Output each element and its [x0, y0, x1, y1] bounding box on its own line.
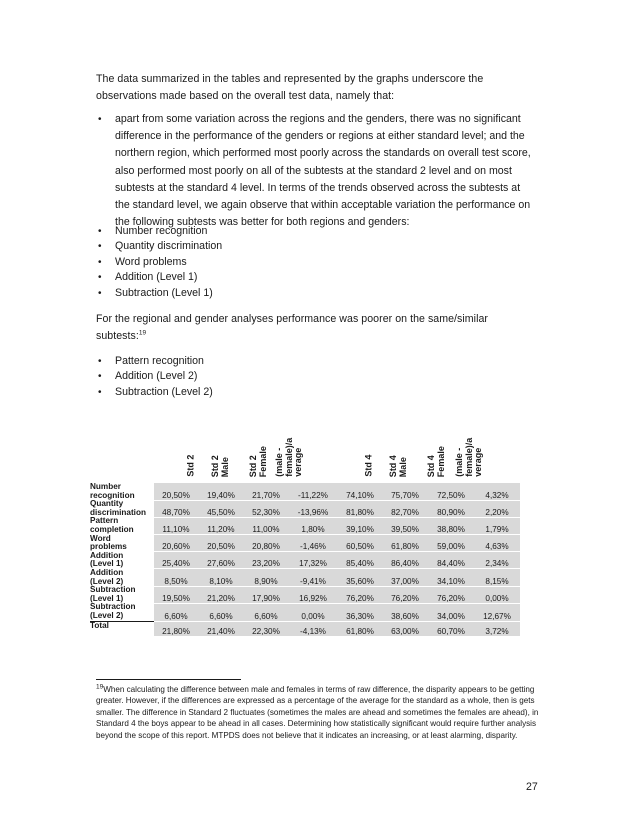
row-label: Addition (Level 1) [90, 550, 124, 569]
table-cell: 8,10% [198, 569, 244, 586]
list-item: • Addition (Level 1) [96, 270, 536, 285]
main-bullet-list [96, 111, 536, 231]
table-cell: 0,00% [474, 586, 520, 603]
column-header: Std 2 [185, 454, 196, 477]
table-cell: 61,80% [338, 621, 382, 637]
table-cell: 37,00% [382, 569, 428, 586]
table-cell: 74,10% [338, 483, 382, 500]
subtest-results-table [90, 483, 520, 637]
table-row [90, 603, 520, 621]
table-cell: 2,20% [474, 500, 520, 517]
table-cell: 20,60% [154, 535, 198, 552]
table-cell: 76,20% [428, 586, 474, 603]
table-cell: -13,96% [288, 500, 338, 517]
table-cell: 27,60% [198, 552, 244, 569]
table-cell: -4,13% [288, 621, 338, 637]
table-cell: 6,60% [154, 603, 198, 621]
table-cell: 82,70% [382, 500, 428, 517]
table-cell: 3,72% [474, 621, 520, 637]
footnote [96, 684, 542, 741]
table-cell: 1,80% [288, 517, 338, 534]
row-label: Word problems [90, 533, 127, 552]
intro-paragraph: The data summarized in the tables and represented by the graphs underscore the observations made based on the overall test data, namely that: [96, 73, 484, 103]
table-cell: 86,40% [382, 552, 428, 569]
table-cell: -1,46% [288, 535, 338, 552]
table-cell: 4,63% [474, 535, 520, 552]
table-row [90, 552, 520, 569]
footnote-reference: 19 [138, 329, 147, 337]
main-bullet-item: • apart from some variation across the regions and the genders, there was no significant difference in the performance of the genders or regions at either standard level; and the northern region, which performed most poorly across the standards on overall test score, also performed most poorly on all of the subtests at the standard 2 level and on most subtests at the standard 4 level. In terms of the trends observed across the subtests at the standard level, we again observe that within acceptable variation the performance on the following subtests was better for both regions and genders: [96, 111, 536, 231]
footnote-number: 19 [96, 683, 104, 691]
footnote-separator [96, 679, 241, 680]
table-cell: 36,30% [338, 603, 382, 621]
table-cell: 8,15% [474, 569, 520, 586]
table-row [90, 535, 520, 552]
table-cell: 12,67% [474, 603, 520, 621]
column-header: (male - female)/a verage [274, 437, 304, 477]
table-cell: 34,10% [428, 569, 474, 586]
table-cell: 8,90% [244, 569, 288, 586]
table-cell: 72,50% [428, 483, 474, 500]
column-header: Std 2 Male [209, 454, 230, 477]
table-cell: 60,50% [338, 535, 382, 552]
table-cell: 45,50% [198, 500, 244, 517]
column-header: (male - female)/a verage [454, 437, 484, 477]
table-cell: 16,92% [288, 586, 338, 603]
table-cell: 0,00% [288, 603, 338, 621]
table-cell: 25,40% [154, 552, 198, 569]
table-cell: 59,00% [428, 535, 474, 552]
table-cell: 20,50% [154, 483, 198, 500]
table-row [90, 500, 520, 517]
table-cell: 75,70% [382, 483, 428, 500]
table-row [90, 483, 520, 500]
footnote-text: When calculating the difference between male and females in terms of raw difference, the disparity appears to be getting greater. However, if the differences are expressed as a percentage of the average for the standard as a whole, then is gets smaller. The difference in Standard 2 fluctuates (sometimes the males are ahead and sometimes the females are ahead), in Standard 4 the boys appear to be ahead in all cases. Determining how statistically significant would require further analysis beyond the scope of this report. MTPDS does not believe that it indicates an increasing, or at least alarming, disparity. [96, 685, 539, 740]
table-cell: 60,70% [428, 621, 474, 637]
table-cell: 11,00% [244, 517, 288, 534]
table-cell: 11,10% [154, 517, 198, 534]
row-label: Subtraction (Level 2) [90, 602, 136, 620]
table-cell: 17,90% [244, 586, 288, 603]
poorer-paragraph-text: For the regional and gender analyses performance was poorer on the same/similar subtests: [96, 313, 489, 343]
row-label: Subtraction (Level 1) [90, 585, 136, 603]
table-cell: 48,70% [154, 500, 198, 517]
column-header: Std 2 Female [247, 445, 268, 477]
table-row [90, 569, 520, 586]
table-cell: 19,50% [154, 586, 198, 603]
poorer-paragraph [96, 311, 536, 345]
list-item: • Subtraction (Level 1) [96, 286, 536, 301]
column-header: Std 4 [363, 454, 374, 477]
better-subtests-list [96, 224, 536, 301]
table-cell: 17,32% [288, 552, 338, 569]
table-cell: 8,50% [154, 569, 198, 586]
table-cell: 23,20% [244, 552, 288, 569]
table-cell: -11,22% [288, 483, 338, 500]
table-cell: 6,60% [244, 603, 288, 621]
table-cell: 21,80% [154, 621, 198, 637]
table-cell: 4,32% [474, 483, 520, 500]
row-label: Addition (Level 2) [90, 567, 124, 586]
poorer-subtests-list [96, 354, 536, 400]
table-total-row [90, 621, 520, 637]
table-cell: 80,90% [428, 500, 474, 517]
list-item: • Word problems [96, 255, 536, 270]
table-cell: 20,80% [244, 535, 288, 552]
table-cell: 52,30% [244, 500, 288, 517]
table-cell: 21,40% [198, 621, 244, 637]
table-cell: 11,20% [198, 517, 244, 534]
table-cell: 22,30% [244, 621, 288, 637]
list-item: • Pattern recognition [96, 354, 536, 369]
table-cell: 21,70% [244, 483, 288, 500]
table-row [90, 517, 520, 534]
table-row [90, 586, 520, 603]
row-label: Total [90, 621, 154, 637]
list-item: • Subtraction (Level 2) [96, 385, 536, 400]
list-item: • Quantity discrimination [96, 239, 536, 254]
table-cell: 84,40% [428, 552, 474, 569]
table-cell: 34,00% [428, 603, 474, 621]
table-cell: 63,00% [382, 621, 428, 637]
table-cell: 35,60% [338, 569, 382, 586]
table-cell: 20,50% [198, 535, 244, 552]
table-cell: 76,20% [338, 586, 382, 603]
table-cell: 85,40% [338, 552, 382, 569]
table-cell: 1,79% [474, 517, 520, 534]
table-cell: 38,60% [382, 603, 428, 621]
row-label: Quantity discrimination [90, 499, 146, 517]
row-label: Pattern completion [90, 516, 134, 534]
table-cell: 38,80% [428, 517, 474, 534]
table-cell: 19,40% [198, 483, 244, 500]
row-label: Number recognition [90, 482, 135, 500]
table-header [90, 415, 520, 481]
table-cell: 39,10% [338, 517, 382, 534]
table-cell: -9,41% [288, 569, 338, 586]
column-header: Std 4 Female [425, 445, 446, 477]
column-header: Std 4 Male [387, 454, 408, 477]
page-number: 27 [526, 781, 538, 793]
list-item: • Addition (Level 2) [96, 369, 536, 384]
list-item: • Number recognition [96, 224, 536, 239]
table-cell: 39,50% [382, 517, 428, 534]
table-cell: 61,80% [382, 535, 428, 552]
table-cell: 76,20% [382, 586, 428, 603]
table-cell: 2,34% [474, 552, 520, 569]
table-cell: 6,60% [198, 603, 244, 621]
table-cell: 21,20% [198, 586, 244, 603]
table-cell: 81,80% [338, 500, 382, 517]
